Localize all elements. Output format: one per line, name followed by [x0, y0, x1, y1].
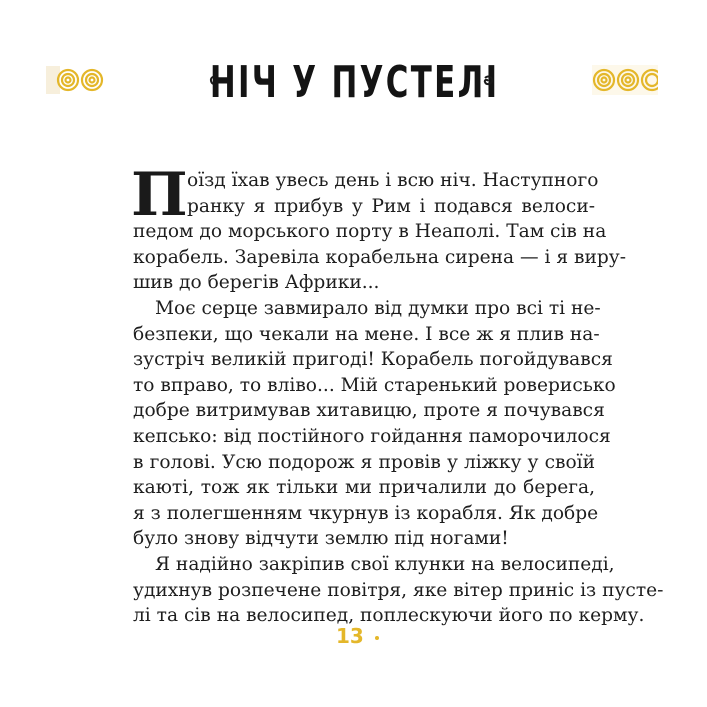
text-line: шив до берегів Африки... — [133, 272, 380, 294]
text-line: добре витримував хитавицю, проте я почувався — [133, 400, 605, 422]
text-line: кепсько: від постійного гойдання паморочилося — [133, 425, 611, 447]
text-line: оїзд їхав увесь день і всю ніч. Наступного — [187, 170, 599, 191]
text-line: то вправо, то вліво... Мій старенький роверисько — [133, 374, 616, 396]
text-line: каюті, тож як тільки ми причалили до берега, — [133, 477, 595, 499]
chapter-title: НІЧ У ПУСТЕЛІ — [210, 56, 500, 108]
text-line: педом до морського порту в Неаполі. Там сів на — [133, 221, 607, 243]
paragraph-2 — [133, 296, 616, 552]
text-line: Моє серце завмирало від думки про всі ті не- — [155, 297, 601, 319]
text-line: безпеки, що чекали на мене. І все ж я плив на- — [133, 323, 600, 345]
swirl-icon — [481, 74, 495, 88]
paragraph-1 — [131, 160, 599, 230]
story-text — [131, 160, 664, 629]
gold-spiral-ornament-icon — [46, 64, 108, 96]
text-line: удихнув розпечене повітря, яке вітер приніс із пусте- — [133, 579, 664, 601]
text-line: було знову відчути землю під ногами! — [133, 528, 509, 550]
gold-spiral-ornament-icon — [592, 64, 658, 96]
text-line: я з полегшенням чкурнув із корабля. Як добре — [133, 502, 599, 524]
drop-cap: П — [131, 160, 188, 230]
text-line: Я надійно закріпив свої клунки на велосипеді, — [155, 553, 615, 575]
text-line: в голові. Усю подорож я провів у ліжку у своїй — [133, 451, 595, 473]
page-number-dot — [375, 636, 379, 640]
page-number: 13 — [336, 624, 364, 648]
chapter-header — [0, 52, 707, 112]
text-line: ранку я прибув у Рим і подався велоси- — [187, 195, 595, 217]
title-container — [205, 52, 505, 112]
text-line: зустріч великій пригоді! Корабель погойдувався — [133, 349, 613, 371]
text-line: корабель. Заревіла корабельна сирена — і я виру- — [133, 246, 626, 268]
text-line: лі та сів на велосипед, поплескуючи його по керму. — [133, 605, 645, 627]
paragraph-3 — [133, 552, 664, 629]
